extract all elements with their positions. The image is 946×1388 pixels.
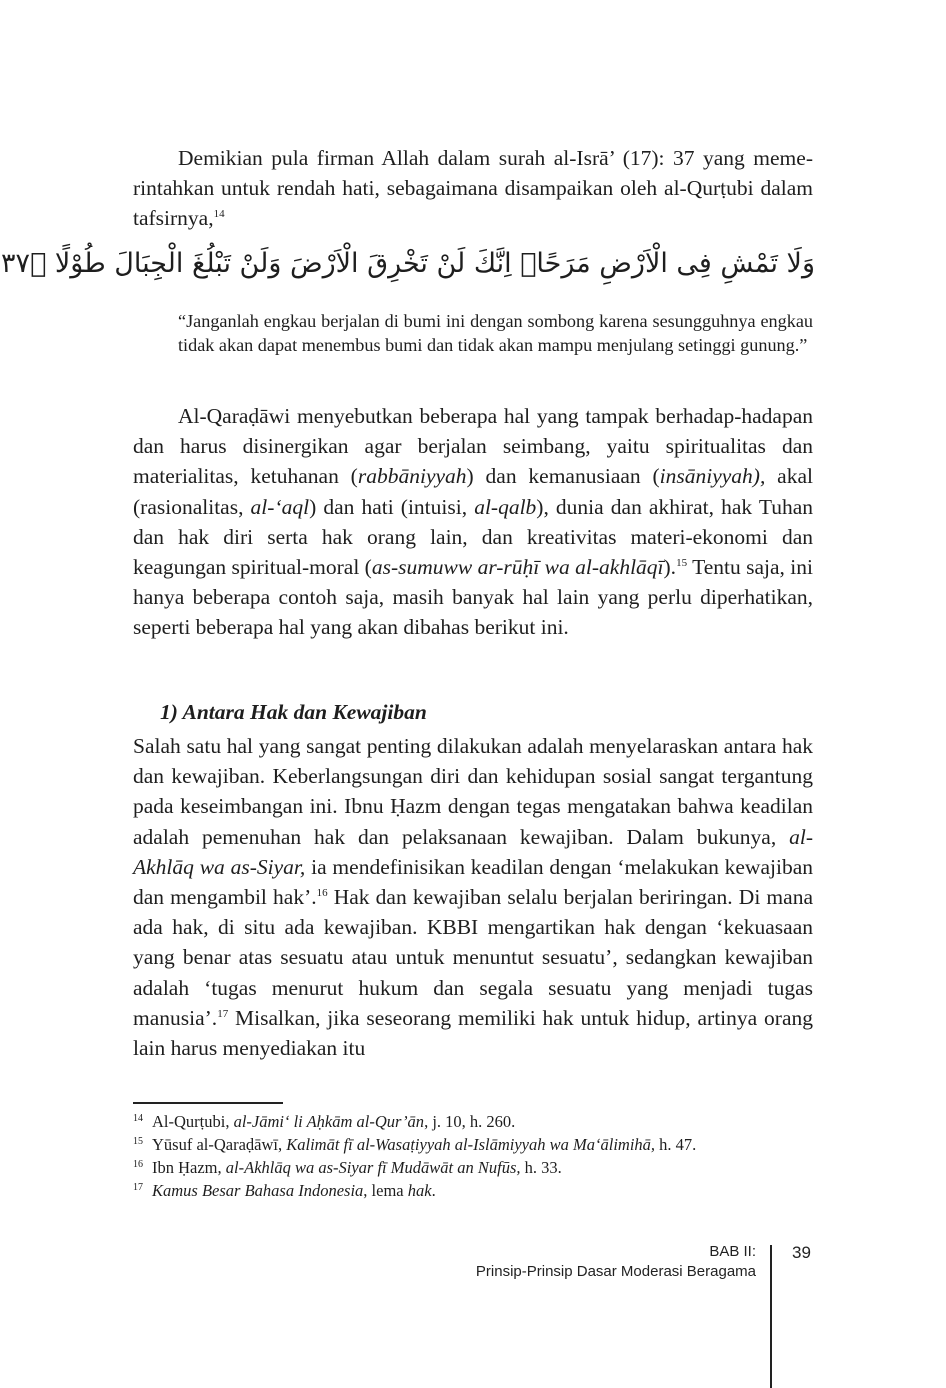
footnote-divider: [133, 1102, 283, 1104]
text-run: .: [431, 1181, 436, 1200]
text-run: Al-Qaraḍāwi menyebutkan beberapa hal yang tampak berhadap-hadapan dan harus disinergikan agar berjalan seimbang, yaitu spiritualitas dan materialitas, ketuhanan (: [133, 404, 813, 489]
text-run: Misalkan, jika seseorang memiliki hak untuk hidup, artinya orang lain harus menyediakan itu: [133, 1005, 813, 1061]
italic-term: al-qalb: [474, 494, 537, 519]
text-run: Salah satu hal yang sangat penting dilakukan adalah menyelaraskan antara hak dan kewajiban. Keberlangsungan diri dan kehidupan sosial sangat tergantung pada keseimbangan ini. Ibnu Ḥazm dengan tegas mengatakan bahwa keadilan adalah pemenuhan hak dan pelaksanaan kewajiban. Dalam bukunya,: [133, 734, 813, 849]
text-run: Hak dan kewajiban selalu berjalan beriringan. Di mana ada hak, di situ ada kewajiban. KBBI mengartikan hak dengan ‘kekuasaan yang benar atas sesuatu atau untuk menuntut sesuatu’, sedangkan kewajiban adalah ‘tugas menurut hukum dan segala sesuatu yang menjadi tugas manusia’.: [133, 885, 813, 1030]
italic-term: al-Jāmi‘ li Aḥkām al-Qur’ān: [233, 1112, 425, 1131]
running-footer: [476, 1242, 756, 1282]
text-run: ) dan kemanusiaan (: [466, 464, 660, 489]
text-run: akal (rasionalitas,: [133, 464, 813, 519]
arabic-verse: وَلَا تَمْشِ فِى الْاَرْضِ مَرَحًاۚ اِنَّكَ لَنْ تَخْرِقَ الْاَرْضَ وَلَنْ تَبْلُغَ الْجِبَالَ طُوْلًا ﴿٣٧: [1, 248, 815, 279]
verse-translation-quote: “Janganlah engkau berjalan di bumi ini dengan sombong karena sesungguhnya engkau tidak akan dapat menembus bumi dan tidak akan mampu menjulang setinggi gunung.”: [178, 311, 813, 355]
italic-term: Kalimāt fī al-Wasaṭiyyah al-Islāmiyyah wa Ma‘ālimihā,: [286, 1135, 656, 1154]
footnote-number: 16: [133, 1159, 143, 1170]
section-title: Antara Hak dan Kewajiban: [182, 700, 427, 724]
chapter-title: Prinsip-Prinsip Dasar Moderasi Beragama: [475, 1263, 756, 1280]
italic-term: al-Akhlāq wa as-Siyar,: [133, 824, 813, 879]
footnote-number: 17: [133, 1182, 143, 1193]
text-run: , lema: [363, 1181, 408, 1200]
text-run: ), dunia dan akhirat, hak Tuhan dan hak diri serta hak orang lain, dan kreativitas materi-ekonomi dan keagungan spiritual-moral (: [133, 494, 813, 580]
section-heading: [160, 700, 427, 725]
section-number: 1): [160, 700, 178, 724]
italic-term: insāniyyah),: [659, 464, 766, 489]
text-run: Ibn Ḥazm,: [152, 1158, 226, 1177]
footnotes: [133, 1110, 823, 1202]
footnote-ref: 16: [316, 887, 328, 900]
italic-term: al-‘aql: [250, 494, 310, 519]
text-run: ia mendefinisikan keadilan dengan ‘melakukan kewajiban dan mengambil hak’.: [133, 854, 813, 910]
text-run: Demikian pula firman Allah dalam surah al-Isrā’ (17): 37 yang memerintahkan untuk rendah hati, sebagaimana disampaikan oleh al-Qurṭubi dalam tafsirnya,: [133, 146, 813, 231]
text-run: h. 47.: [655, 1135, 697, 1154]
footnote-item: [133, 1133, 823, 1156]
footnote-ref: 15: [676, 557, 688, 570]
text-run: Tentu saja, ini hanya beberapa contoh saja, masih banyak hal lain yang perlu diperhatikan, seperti beberapa hal yang akan dibahas berikut ini.: [133, 555, 813, 640]
italic-term: Kamus Besar Bahasa Indonesia: [152, 1181, 364, 1200]
italic-term: rabbāniyyah: [357, 464, 467, 489]
footer-divider: [770, 1245, 772, 1388]
footnote-number: 15: [133, 1136, 143, 1147]
footnote-item: [133, 1156, 823, 1179]
text-run: ).: [663, 555, 677, 580]
paragraph-hak-kewajiban: [133, 731, 813, 1063]
text-run: h. 33.: [520, 1158, 562, 1177]
text-run: Al-Qurṭubi,: [152, 1112, 234, 1131]
footnote-item: [133, 1179, 823, 1202]
text-run: ) dan hati (intuisi,: [309, 494, 475, 519]
paragraph-intro: [133, 143, 813, 234]
text-run: Yūsuf al-Qaraḍāwī,: [152, 1135, 287, 1154]
footnote-ref: 14: [213, 208, 225, 221]
footnote-ref: 17: [217, 1007, 229, 1020]
italic-term: hak: [407, 1181, 432, 1200]
footnote-item: [133, 1110, 823, 1133]
italic-term: as-sumuww ar-rūḥī wa al-akhlāqī: [371, 555, 664, 580]
footnote-number: 14: [133, 1113, 143, 1124]
page-number: 39: [792, 1243, 811, 1262]
paragraph-qaradawi: [133, 401, 813, 643]
text-run: , j. 10, h. 260.: [424, 1112, 516, 1131]
chapter-label: BAB II:: [709, 1243, 756, 1260]
italic-term: al-Akhlāq wa as-Siyar fī Mudāwāt an Nufūs,: [225, 1158, 521, 1177]
